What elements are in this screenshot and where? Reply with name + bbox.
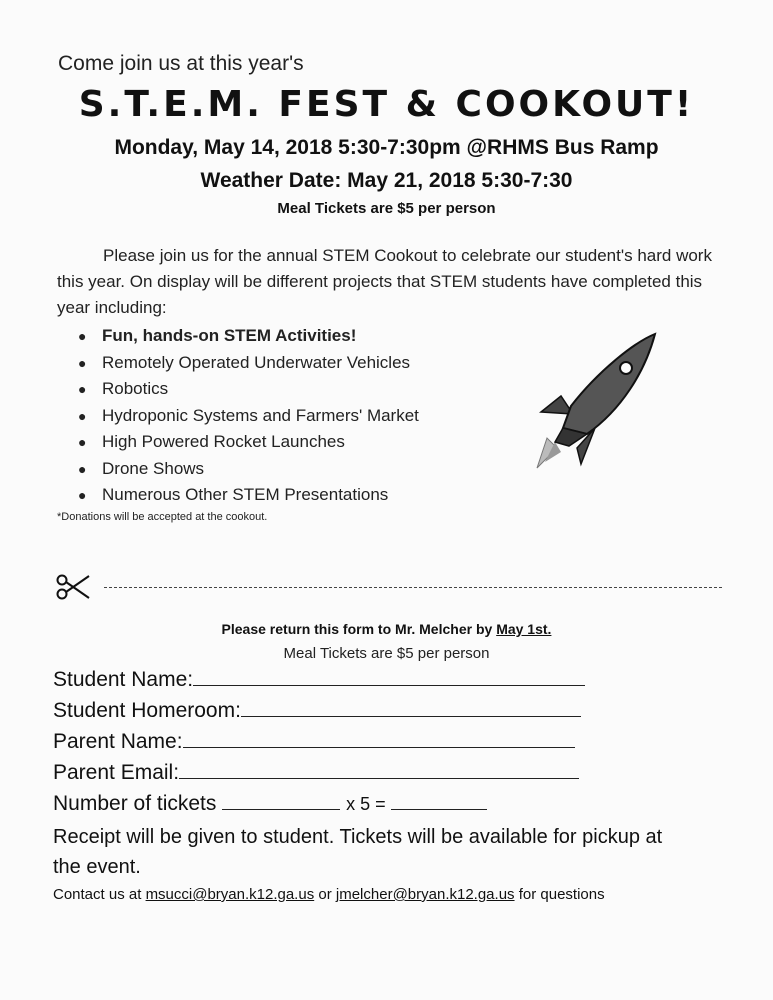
parent-email-input[interactable] <box>179 762 579 779</box>
bullet-icon: ● <box>78 328 87 344</box>
email-link-msucci[interactable]: msucci@bryan.k12.ga.us <box>145 886 315 903</box>
cut-line <box>104 587 722 588</box>
return-due-date: May 1st. <box>496 621 552 637</box>
parent-name-field <box>53 730 575 754</box>
list-item-label: Drone Shows <box>102 458 205 478</box>
description-paragraph <box>57 243 727 321</box>
student-name-label: Student Name: <box>53 668 194 691</box>
activity-list <box>78 323 419 509</box>
list-item <box>78 482 419 509</box>
form-meal-ticket-price: Meal Tickets are $5 per person <box>283 645 490 662</box>
contact-line <box>53 886 605 903</box>
contact-suffix: for questions <box>514 886 605 903</box>
return-text: Please return this form to Mr. Melcher by <box>221 621 497 637</box>
tickets-label: Number of tickets <box>53 792 217 815</box>
list-item-label: Remotely Operated Underwater Vehicles <box>102 352 411 372</box>
tickets-multiplier: x 5 = <box>346 794 386 814</box>
contact-prefix: Contact us at <box>53 886 146 903</box>
bullet-icon: ● <box>78 354 87 371</box>
weather-date-line: Weather Date: May 21, 2018 5:30-7:30 <box>200 169 573 192</box>
tickets-count-input[interactable] <box>222 793 340 810</box>
list-item-label: Hydroponic Systems and Farmers' Market <box>102 405 419 425</box>
tickets-total-input[interactable] <box>391 793 487 810</box>
student-name-input[interactable] <box>193 669 585 686</box>
event-title: S.T.E.M. FEST & COOKOUT! <box>78 84 695 125</box>
bullet-icon: ● <box>78 460 87 477</box>
bullet-icon: ● <box>78 434 87 450</box>
list-item <box>78 429 419 456</box>
list-item-label: Numerous Other STEM Presentations <box>102 485 389 504</box>
bullet-icon: ● <box>78 407 87 424</box>
list-item <box>78 323 419 350</box>
receipt-note: Receipt will be given to student. Tickets will be available for pickup at the event. <box>53 826 663 878</box>
parent-name-input[interactable] <box>183 731 575 748</box>
list-item <box>78 376 419 403</box>
bullet-icon: ● <box>78 381 87 397</box>
rocket-icon <box>525 330 660 475</box>
parent-email-label: Parent Email: <box>53 761 180 784</box>
intro-text: Come join us at this year's <box>58 52 304 75</box>
list-item <box>78 456 419 483</box>
student-homeroom-label: Student Homeroom: <box>53 699 241 722</box>
bullet-icon: ● <box>78 487 87 503</box>
list-item <box>78 403 419 430</box>
parent-name-label: Parent Name: <box>53 730 183 753</box>
list-item <box>78 350 419 377</box>
student-name-field <box>53 668 585 692</box>
list-item-label: Fun, hands-on STEM Activities! <box>102 326 357 345</box>
return-instructions <box>0 621 773 637</box>
email-link-jmelcher[interactable]: jmelcher@bryan.k12.ga.us <box>335 886 515 903</box>
student-homeroom-field <box>53 699 581 723</box>
list-item-label: Robotics <box>102 379 169 398</box>
list-item-label: High Powered Rocket Launches <box>102 432 345 451</box>
description-text: Please join us for the annual STEM Cookout to celebrate our student's hard work this year. On display will be different projects that STEM students have completed this year including: <box>57 246 712 317</box>
event-date-line: Monday, May 14, 2018 5:30-7:30pm @RHMS Bus Ramp <box>114 136 659 159</box>
student-homeroom-input[interactable] <box>241 700 581 717</box>
donations-note: *Donations will be accepted at the cookout. <box>57 511 268 523</box>
parent-email-field <box>53 761 579 785</box>
meal-ticket-price: Meal Tickets are $5 per person <box>277 200 496 217</box>
scissors-icon <box>56 572 92 602</box>
tickets-field <box>53 792 487 816</box>
contact-or: or <box>314 886 336 903</box>
